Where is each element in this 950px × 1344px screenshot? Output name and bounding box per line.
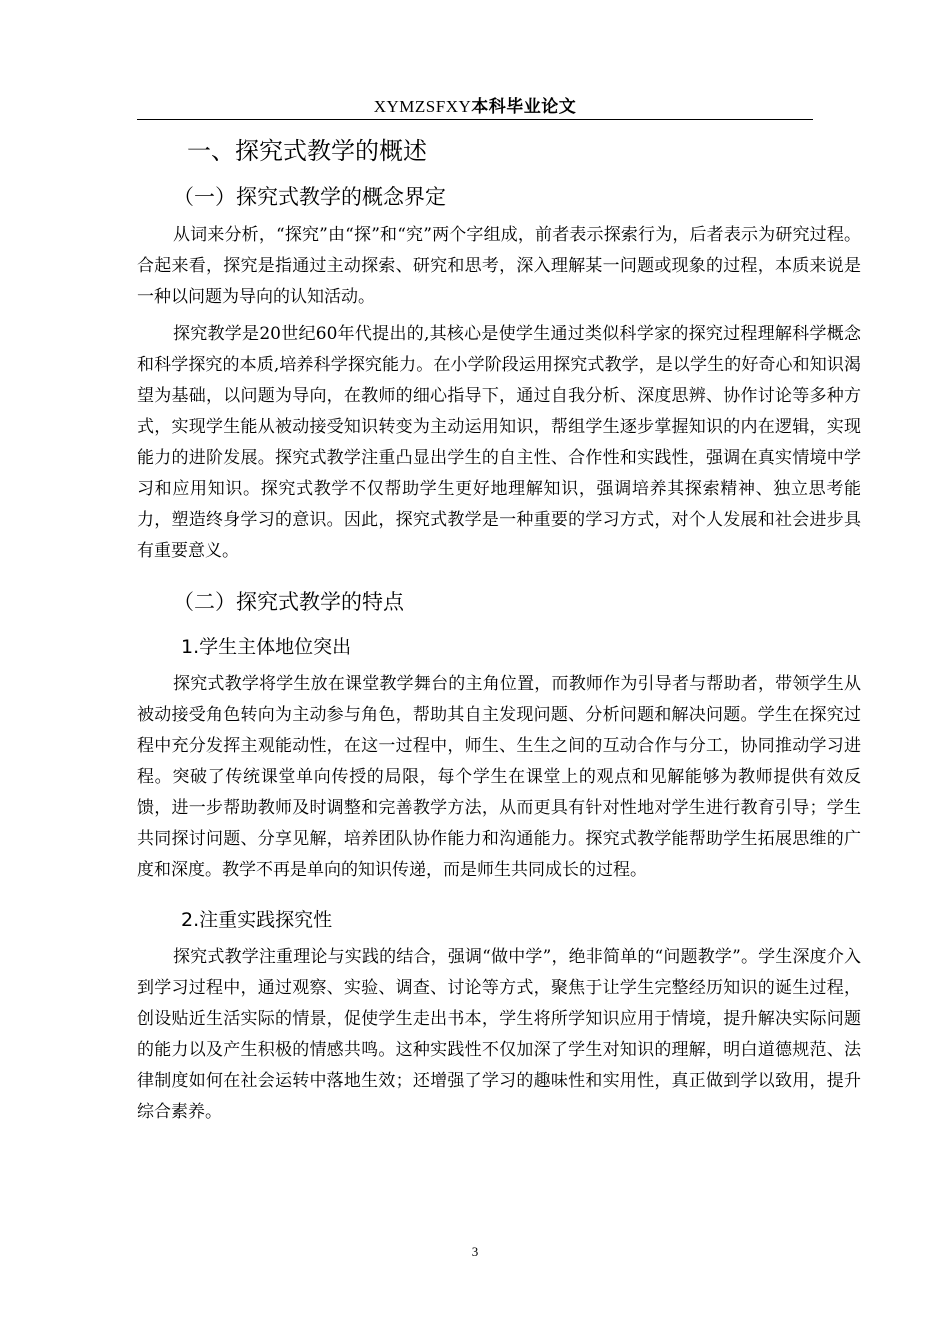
paragraph-student-subject: 探究式教学将学生放在课堂教学舞台的主角位置，而教师作为引导者与帮助者，带领学生从被动接受角色转向为主动参与角色，帮助其自主发现问题、分析问题和解决问题。学生在探究过程中充分发挥主观能动性，在这一过程中，师生、生生之间的互动合作与分工，协同推动学习进程。突破了传统课堂单向传授的局限，每个学生在课堂上的观点和见解能够为教师提供有效反馈，进一步帮助教师及时调整和完善教学方法，从而更具有针对性地对学生进行教育引导；学生共同探讨问题、分享见解，培养团队协作能力和沟通能力。探究式教学能帮助学生拓展思维的广度和深度。教学不再是单向的知识传递，而是师生共同成长的过程。	[137, 674, 861, 880]
header-code: XYMZSFXY	[373, 97, 472, 116]
paragraph-concept-2: 探究教学是20世纪60年代提出的,其核心是使学生通过类似科学家的探究过程理解科学概念和科学探究的本质,培养科学探究能力。在小学阶段运用探究式教学，是以学生的好奇心和知识渴望为基础，以问题为导向，在教师的细心指导下，通过自我分析、深度思辨、协作讨论等多种方式，实现学生能从被动接受知识转变为主动运用知识，帮组学生逐步掌握知识的内在逻辑，实现能力的进阶发展。探究式教学注重凸显出学生的自主性、合作性和实践性，强调在真实情境中学习和应用知识。探究式教学不仅帮助学生更好地理解知识，强调培养其探索精神、独立思考能力，塑造终身学习的意识。因此，探究式教学是一种重要的学习方式，对个人发展和社会进步具有重要意义。	[137, 324, 861, 561]
subsection-title-concept: （一）探究式教学的概念界定	[173, 185, 446, 209]
paragraph-concept-1: 从词来分析，“探究”由“探”和“究”两个字组成，前者表示探索行为，后者表示为研究过程。合起来看，探究是指通过主动探索、研究和思考，深入理解某一问题或现象的过程，本质来说是一种以问题为导向的认知活动。	[137, 225, 861, 307]
subsection-title-features: （二）探究式教学的特点	[173, 590, 404, 614]
point-title-practice: 2.注重实践探究性	[181, 909, 333, 931]
section-title: 一、探究式教学的概述	[187, 137, 427, 165]
paragraph-practice: 探究式教学注重理论与实践的结合，强调“做中学”，绝非简单的“问题教学”。学生深度介入到学习过程中，通过观察、实验、调查、讨论等方式，聚焦于让学生完整经历知识的诞生过程，创设贴近生活实际的情景，促使学生走出书本，学生将所学知识应用于情境，提升解决实际问题的能力以及产生积极的情感共鸣。这种实践性不仅加深了学生对知识的理解，明白道德规范、法律制度如何在社会运转中落地生效；还增强了学习的趣味性和实用性，真正做到学以致用，提升综合素养。	[137, 947, 861, 1122]
page-number: 3	[471, 1244, 479, 1259]
running-header	[0, 92, 950, 117]
point-title-student-subject: 1.学生主体地位突出	[181, 636, 352, 658]
page-body	[137, 128, 861, 1128]
header-rule	[137, 119, 813, 120]
header-label: 本科毕业论文	[471, 97, 577, 117]
